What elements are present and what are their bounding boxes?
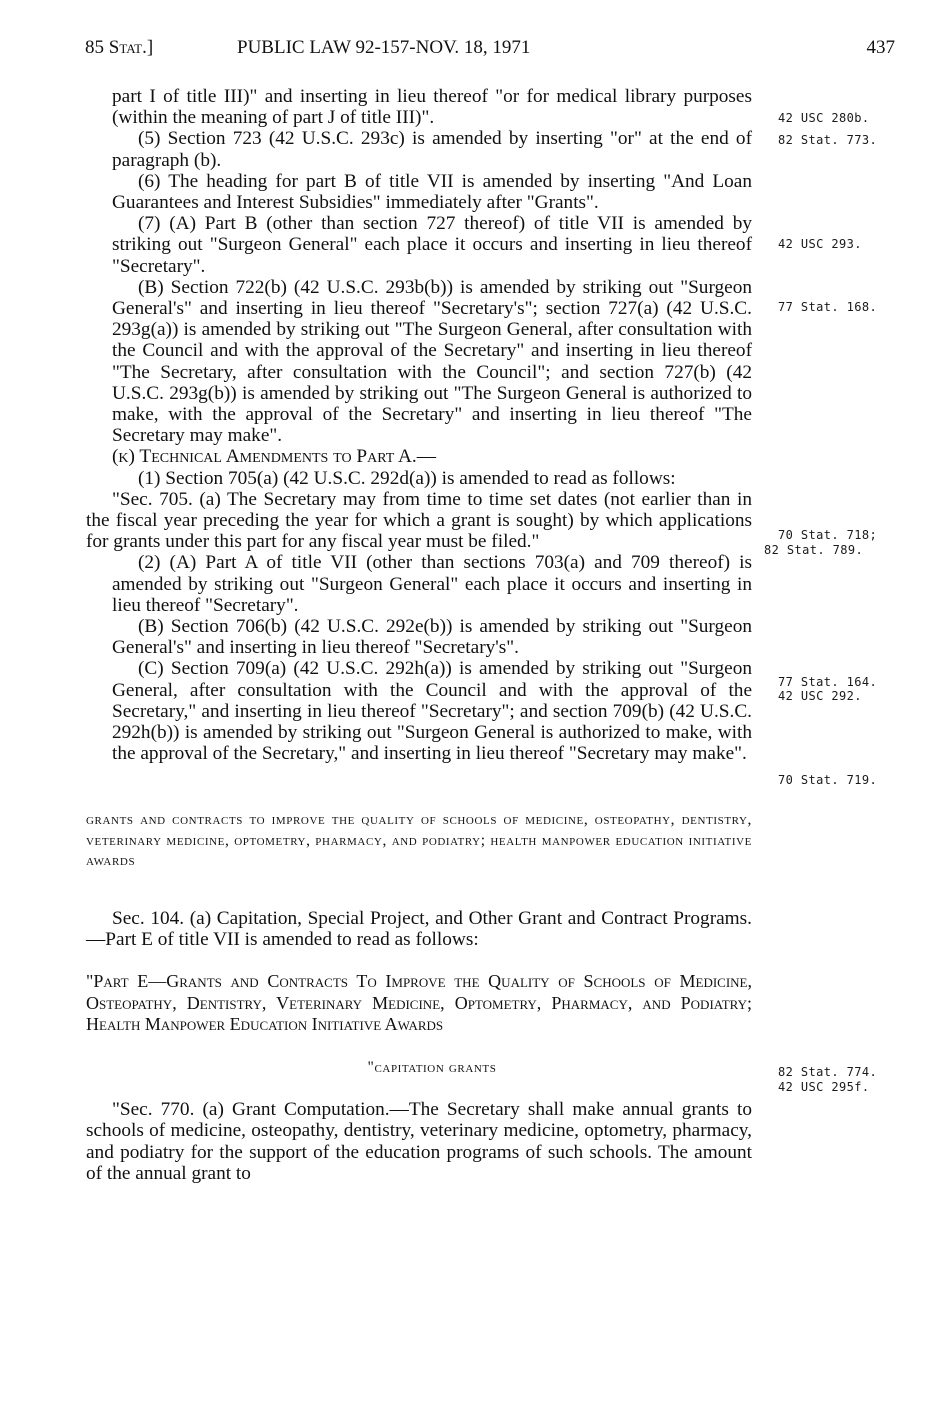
page-number: 437 <box>866 37 895 58</box>
margin-note-42-usc-295f: 42 USC 295f. <box>778 1080 870 1094</box>
paragraph-7b: (B) Section 722(b) (42 U.S.C. 293b(b)) is amended by striking out "Surgeon General's" and inserting in lieu thereof "Secretary's"; section 727(a) (42 U.S.C. 293g(a)) is amended by striking out "The Surgeon General, after consultation with the Council and with the approval of the Secretary" and inserting in lieu thereof "The Secretary, after consultation with the Council"; and section 727(b) (42 U.S.C. 293g(b)) is amended by striking out "The Surgeon General is authorized to make, with the approval of the Secretary" and inserting in lieu thereof "The Secretary may make". <box>112 276 752 447</box>
capitation-grants-heading: "capitation grants <box>367 1058 497 1076</box>
margin-note-82-stat-773: 82 Stat. 773. <box>778 133 878 147</box>
header-title: PUBLIC LAW 92-157-NOV. 18, 1971 <box>237 37 531 58</box>
quoted-sec-705: "Sec. 705. (a) The Secretary may from time to time set dates (not earlier than in the fiscal year preceding the year for which a grant is sought) by which applications for grants under this part for any fiscal year must be filed." <box>86 488 752 553</box>
paragraph-5: (5) Section 723 (42 U.S.C. 293c) is amended by inserting "or" at the end of paragraph (b). <box>112 128 752 171</box>
sec-770-text: "Sec. 770. (a) Grant Computation.—The Secretary shall make annual grants to schools of medicine, osteopathy, dentistry, veterinary medicine, optometry, pharmacy, and podiatry for the support of the education programs of such schools. The amount of the annual grant to <box>86 1099 752 1184</box>
body-text <box>86 86 752 1184</box>
margin-note-82-stat-774: 82 Stat. 774. <box>778 1065 878 1079</box>
section-heading-grants-contracts: grants and contracts to improve the quality of schools of medicine, osteopathy, dentistry, veterinary medicine, optometry, pharmacy, and podiatry; health manpower education initiative awards <box>86 811 752 869</box>
header-stat-reference: 85 Stat.] <box>85 37 154 58</box>
margin-note-70-stat-718: 70 Stat. 718; <box>778 528 878 542</box>
part-e-heading: "Part E—Grants and Contracts To Improve the Quality of Schools of Medicine, Osteopathy, Dentistry, Veterinary Medicine, Optometry, Pharmacy, and Podiatry; Health Manpower Education Initiative Awards <box>86 971 752 1035</box>
section-104-text: Sec. 104. (a) Capitation, Special Project, and Other Grant and Contract Programs.—Part E of title VII is amended to read as follows: <box>86 908 752 951</box>
paragraph-6: (6) The heading for part B of title VII is amended by inserting "And Loan Guarantees and Interest Subsidies" immediately after "Grants". <box>112 170 752 214</box>
margin-note-82-stat-789: 82 Stat. 789. <box>764 543 864 557</box>
paragraph-continuation: part I of title III)" and inserting in lieu thereof "or for medical library purposes (within the meaning of part J of title III)". <box>112 86 752 129</box>
margin-note-77-stat-164: 77 Stat. 164. <box>778 675 878 689</box>
page-header <box>85 37 905 63</box>
paragraph-7a: (7) (A) Part B (other than section 727 thereof) of title VII is amended by striking out "Surgeon General" each place it occurs and inserting in lieu thereof "Secretary". <box>112 213 752 277</box>
paragraph-k2b: (B) Section 706(b) (42 U.S.C. 292e(b)) is amended by striking out "Surgeon General's" and inserting in lieu thereof "Secretary's". <box>112 616 752 659</box>
margin-note-42-usc-280b: 42 USC 280b. <box>778 111 870 125</box>
margin-note-42-usc-292: 42 USC 292. <box>778 689 862 703</box>
margin-note-42-usc-293: 42 USC 293. <box>778 237 862 251</box>
margin-note-77-stat-168: 77 Stat. 168. <box>778 300 878 314</box>
paragraph-k1: (1) Section 705(a) (42 U.S.C. 292d(a)) is amended to read as follows: <box>138 467 676 489</box>
subsection-k-heading: (k) Technical Amendments to Part A.— <box>112 446 437 468</box>
paragraph-k2c: (C) Section 709(a) (42 U.S.C. 292h(a)) is amended by striking out "Surgeon General, after consultation with the Council and with the approval of the Secretary," and inserting in lieu thereof "Secretary"; and section 709(b) (42 U.S.C. 292h(b)) is amended by striking out "Surgeon General is authorized to make, with the approval of the Secretary," and inserting in lieu thereof "Secretary may make". <box>112 658 752 765</box>
paragraph-k2a: (2) (A) Part A of title VII (other than sections 703(a) and 709 thereof) is amended by striking out "Surgeon General" each place it occurs and inserting in lieu thereof "Secretary". <box>112 552 752 616</box>
margin-note-70-stat-719: 70 Stat. 719. <box>778 773 878 787</box>
